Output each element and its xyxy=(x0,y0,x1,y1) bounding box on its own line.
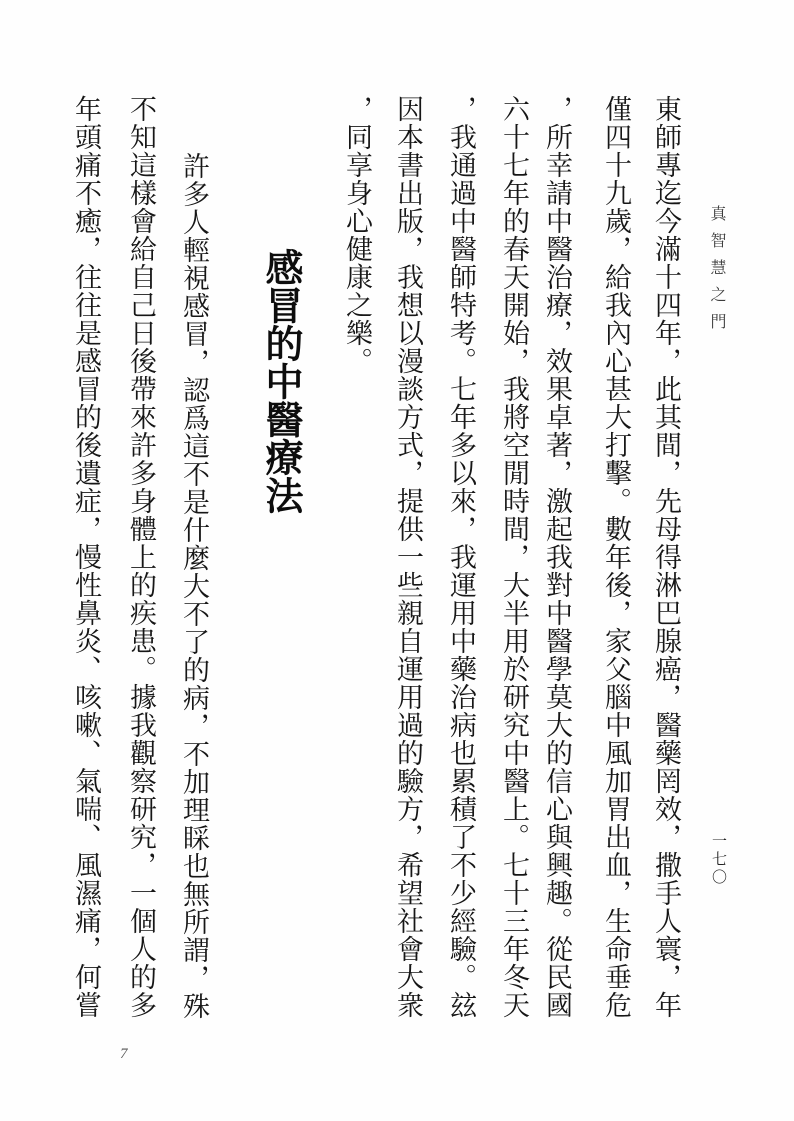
text-column: 許多人輕視感冒，認爲這不是什麼大不了的病，不加理睬也無所謂，殊 xyxy=(179,152,209,1020)
text-column: 六十七年的春天開始，我將空閒時間，大半用於研究中醫上。七十三年冬天 xyxy=(499,95,529,1019)
page-number: 一七〇 xyxy=(710,833,726,887)
stray-pencil-mark: 7 xyxy=(120,1046,128,1062)
text-column: 因本書出版，我想以漫談方式，提供一些親自運用過的驗方，希望社會大衆 xyxy=(393,95,423,1019)
text-column: 年頭痛不癒，往往是感冒的後遺症，慢性鼻炎、咳嗽、氣喘、風濕痛，何嘗 xyxy=(71,95,101,1019)
running-header-book-title: 真智慧之門 xyxy=(708,205,725,340)
section-heading: 感冒的中醫療法 xyxy=(259,248,301,514)
text-column: ，同享身心健康之樂。 xyxy=(342,95,372,375)
text-column: 僅四十九歲，給我內心甚大打擊。數年後，家父腦中風加胃出血，生命垂危 xyxy=(601,95,631,1019)
text-column: ，所幸請中醫治療，效果卓著，激起我對中醫學莫大的信心與興趣。從民國 xyxy=(542,95,572,1019)
text-column: 東師專迄今滿十四年，此其間，先母得淋巴腺癌，醫藥罔效，撒手人寰，年 xyxy=(651,95,681,1019)
text-column: ，我通過中醫師特考。七年多以來，我運用中藥治病也累積了不少經驗。玆 xyxy=(446,95,476,1019)
text-column: 不知這樣會給自己日後帶來許多身體上的疾患。據我觀察研究，一個人的多 xyxy=(126,95,156,1019)
